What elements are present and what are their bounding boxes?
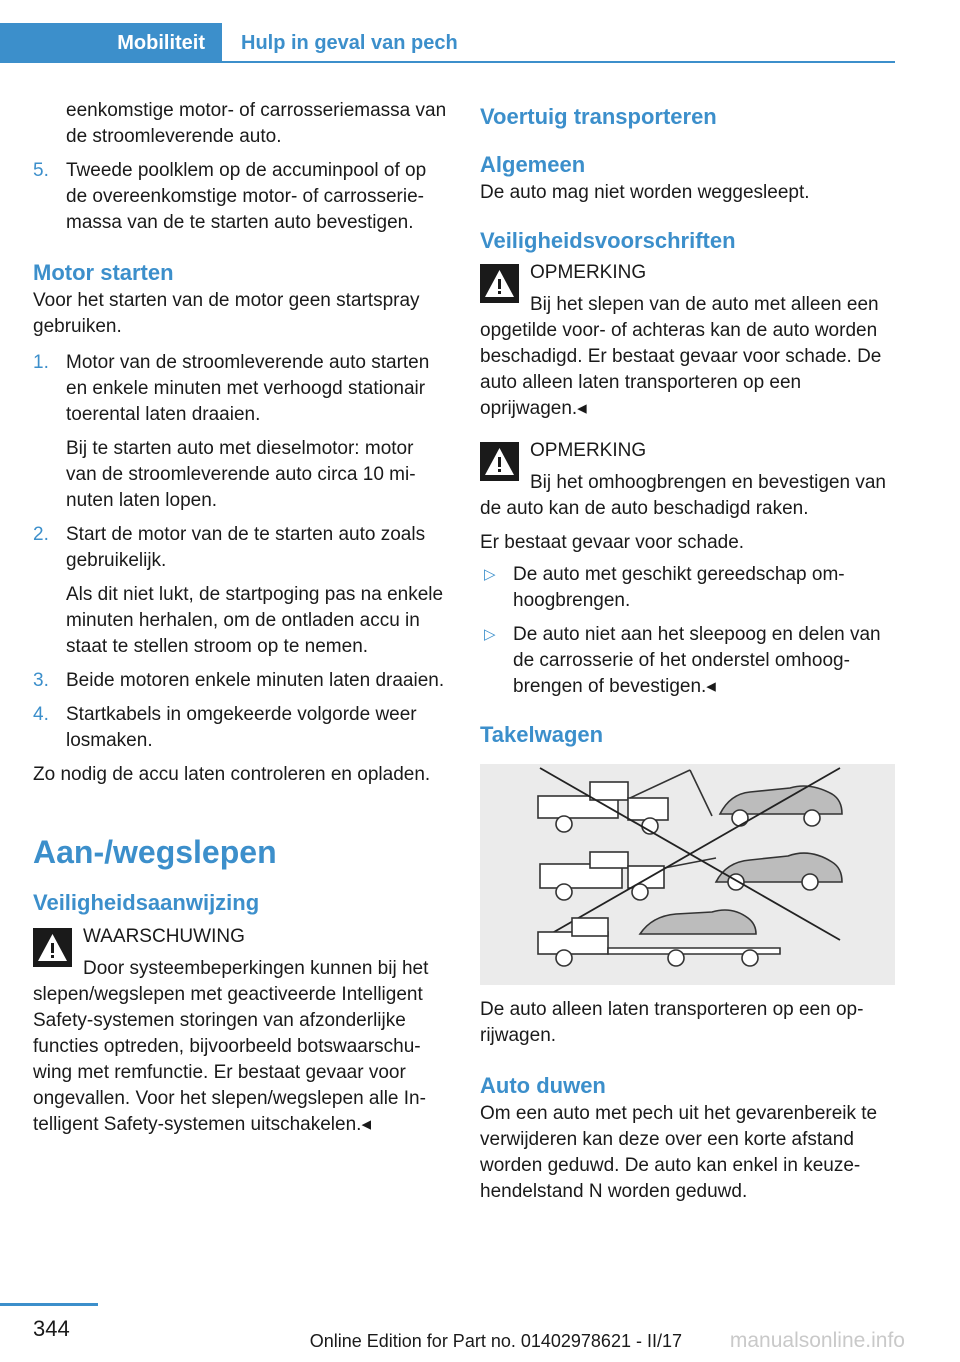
general-heading: Algemeen xyxy=(480,152,586,177)
step-text: Beide motoren enkele minuten laten draaien. xyxy=(66,670,445,691)
towing-illustration xyxy=(480,764,895,985)
triangle-bullet-icon: ▷ xyxy=(484,566,496,583)
motor-starten-heading: Motor starten xyxy=(33,260,174,285)
bullet-item xyxy=(480,622,896,700)
left-column xyxy=(33,98,449,1138)
header-chapter-tab: Mobiliteit xyxy=(117,31,205,54)
step-number: 1. xyxy=(33,352,49,373)
section-heading: Voertuig transporteren xyxy=(480,104,717,129)
warning-triangle-icon xyxy=(33,928,72,967)
step-number: 3. xyxy=(33,670,49,691)
notice-box xyxy=(480,438,896,522)
right-column xyxy=(480,102,896,1205)
step-text: Start de motor van de te starten auto zoals gebruikelijk. xyxy=(66,524,426,571)
step-text: Tweede poolklem op de accuminpool of op de overeenkomstige motor- of carrosseriemassa van de te starten auto bevestigen. xyxy=(66,160,427,233)
safety-rules-heading: Veiligheidsvoorschriften xyxy=(480,228,736,253)
tow-row-2-crossed xyxy=(540,852,842,900)
tow-truck-heading: Takelwagen xyxy=(480,722,604,747)
list-item xyxy=(33,350,449,514)
step-subtext: Bij te starten auto met dieselmotor: motor van de stroomleverende auto circa 10 minuten laten lopen. xyxy=(66,438,416,511)
chapter-title: Aan-/wegslepen xyxy=(33,834,277,870)
warning-triangle-icon xyxy=(480,442,519,481)
step-text: Startkabels in omgekeerde volgorde weer losmaken. xyxy=(66,704,417,751)
push-heading: Auto duwen xyxy=(480,1073,606,1098)
watermark: manualsonline.info xyxy=(729,1329,905,1352)
header-rule xyxy=(222,61,895,63)
warning-box xyxy=(33,924,449,1138)
list-item xyxy=(33,668,449,694)
notice-text: Bij het slepen van de auto met alleen een opgetilde voor- of achteras kan de auto worden beschadigd. Er bestaat gevaar voor schade. De auto alleen laten transporteren op een oprijwagen.◂ xyxy=(480,294,882,419)
bullet-text: De auto met geschikt gereedschap omhoogbrengen. xyxy=(513,564,845,611)
warning-triangle-icon xyxy=(480,264,519,303)
tow-caption: De auto alleen laten transporteren op een oprijwagen. xyxy=(480,999,864,1046)
step-number: 4. xyxy=(33,704,49,725)
continued-step-text: eenkomstige motor- of carrosseriemassa van de stroomleverende auto. xyxy=(66,100,447,147)
page-number: 344 xyxy=(33,1316,70,1341)
warning-title: WAARSCHUWING xyxy=(83,926,245,947)
notice-title: OPMERKING xyxy=(530,262,647,283)
towing-methods-diagram xyxy=(480,764,895,985)
accu-check-text: Zo nodig de accu laten controleren en opladen. xyxy=(33,764,431,785)
bullet-item xyxy=(480,562,896,614)
step-number: 2. xyxy=(33,524,49,545)
notice-box xyxy=(480,260,896,422)
list-item xyxy=(33,522,449,660)
safety-notice-heading: Veiligheidsaanwijzing xyxy=(33,890,260,915)
tow-row-1-crossed xyxy=(538,770,842,834)
list-item xyxy=(33,158,449,236)
notice-extra-text: Er bestaat gevaar voor schade. xyxy=(480,532,745,553)
edition-text: Online Edition for Part no. 01402978621 - II/17 xyxy=(309,1331,682,1351)
triangle-bullet-icon: ▷ xyxy=(484,626,496,643)
flatbed-row xyxy=(538,910,780,966)
header-section-title: Hulp in geval van pech xyxy=(241,31,458,54)
push-text: Om een auto met pech uit het gevarenbereik te verwijderen kan deze over een korte afstand worden geduwd. De auto kan enkel in keuzehendelstand N worden geduwd. xyxy=(480,1103,878,1202)
list-item xyxy=(33,702,449,754)
step-subtext: Als dit niet lukt, de startpoging pas na enkele minuten herhalen, om de ontladen accu in staat te stellen stroom op te nemen. xyxy=(66,584,444,657)
footer-rule xyxy=(0,1303,98,1306)
step-text: Motor van de stroomleverende auto starten en enkele minuten met verhoogd stationair toerental laten draaien. xyxy=(66,352,430,425)
bullet-text: De auto niet aan het sleepoog en delen van de carrosserie of het onderstel omhoogbrengen of bevestigen.◂ xyxy=(513,624,881,697)
notice-text: Bij het omhoogbrengen en bevestigen van de auto kan de auto beschadigd raken. xyxy=(480,472,886,519)
notice-title: OPMERKING xyxy=(530,440,647,461)
page-header xyxy=(0,23,895,63)
motor-intro-text: Voor het starten van de motor geen startspray gebruiken. xyxy=(33,290,420,337)
warning-text: Door systeembeperkingen kunnen bij het slepen/wegslepen met geactiveerde Intelligent Safety-systemen storingen van afzonderlijke functies optreden, bijvoorbeeld botswaarschuwing met remfunctie. Er bestaat gevaar voor ongevallen. Voor het slepen/wegslepen alle Intelligent Safety-systemen uitschakelen.◂ xyxy=(33,958,429,1135)
general-text: De auto mag niet worden weggesleept. xyxy=(480,182,810,203)
step-number: 5. xyxy=(33,160,49,181)
